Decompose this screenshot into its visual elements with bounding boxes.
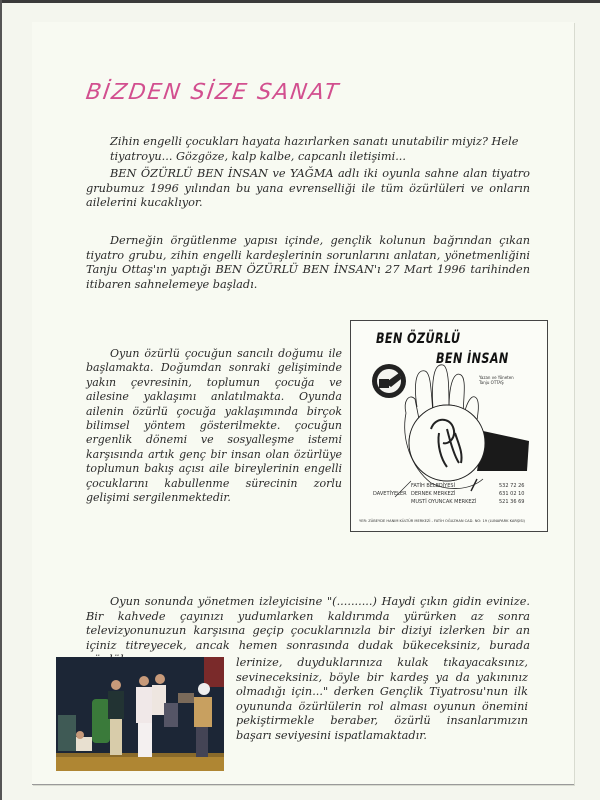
scan-edge-left: [0, 0, 2, 800]
poster-venue-name: FATİH BELEDİYESİ: [411, 483, 456, 489]
scan-edge-top: [0, 0, 600, 3]
poster-title-line1: BEN ÖZÜRLÜ: [376, 331, 461, 347]
poster-credit: [479, 375, 514, 385]
poster-venue-phone: 521 36 69: [499, 499, 525, 505]
stage-photo-image: [56, 657, 224, 771]
paragraph-play-ending: Oyun sonunda yönetmen izleyicisine "(..........) Haydi çıkın gidin evinize. Bir kahvede çayınızı yudumlarken kaldırımda yürürken az sonra televizyonunuzun karşısına geçip çocuklarınızla bir diziyi izlerken bir an içiniz titreyecek, ancak hemen sonrasında dudak bükeceksiniz, burada: [86, 595, 530, 652]
poster-title-line2: BEN İNSAN: [436, 351, 509, 367]
play-poster: [350, 320, 548, 532]
poster-venue-phone: 631 02 10: [499, 491, 525, 497]
poster-venue-phone: 532 72 26: [499, 483, 525, 489]
poster-footer: YER: ZÜBEYDE HANIM KÜLTÜR MERKEZİ - FATİH OĞUZHAN CAD. NO: 19 (LUNAPARK KARŞISI): [359, 519, 525, 523]
poster-credit-role: Yazan ve Yöneten: [479, 375, 514, 380]
association-logo-icon: [372, 364, 406, 398]
poster-venue-name: DERNEK MERKEZİ: [411, 491, 456, 497]
stage-photo: [56, 657, 224, 771]
poster-credit-name: Tanju OTTAŞ: [479, 380, 504, 385]
poster-invitations-label: DAVETİYELER: [373, 491, 407, 497]
intro-paragraph: Zihin engelli çocukları hayata hazırlarken sanatı unutabilir miyiz? Hele tiyatroyu... Gözgöze, kalp kalbe, capcanlı iletişimi...: [110, 135, 519, 163]
poster-venue-name: MUSTİ OYUNCAK MERKEZİ: [411, 499, 477, 505]
paragraph-play-summary: Oyun özürlü çocuğun sancılı doğumu ile başlamakta. Doğumdan sonraki gelişiminde yakın çevresinin, toplumun çocuğa ve ailesine yaklaşımı anlatılmakta. Oyunda ailenin özürlü çocuğa yaklaşımında birçok bilimsel yöntem gösterilmekte. çocuğun ergenlik dönemi ve sosyalleşme istemi karşısında artık genç bir insan olan özürlüye toplumun bakış açısı aile bireylerinin engelli çocuklarını kabullenme sürecinin zorlu gelişimi sergilenmektedir.: [86, 347, 342, 505]
paragraph-play-ending-continued: lerinize, duyduklarınıza kulak tıkayacaksınız, sevineceksiniz, böyle bir kardeş ya da yakınınız olmadığı için..." derken Gençlik Tiyatrosu'nun ilk oyununda özürlülerin rol alması oyunun önemini pekiştirmekle beraber, özürlü insanlarımızın başarı seviyesini ispatlamaktadır.: [236, 656, 528, 742]
page-title: BİZDEN SİZE SANAT: [84, 80, 342, 105]
paragraph-theatre-group: BEN ÖZÜRLÜ BEN İNSAN ve YAĞMA adlı iki oyunla sahne alan tiyatro grubumuz 1996 yılından bu yana evrenselliği ile tüm özürlüleri ve onların ailelerini kucaklıyor.: [86, 167, 530, 209]
paragraph-association: Derneğin örgütlenme yapısı içinde, gençlik kolunun bağrından çıkan tiyatro grubu, zihin engelli kardeşlerinin sorunlarını anlatan, yönetmenliğini Tanju Ottaş'ın yaptığı BEN ÖZÜRLÜ BEN İNSAN'ı 27 Mart 1996 tarihinden itibaren sahnelemeye başladı.: [86, 234, 530, 291]
